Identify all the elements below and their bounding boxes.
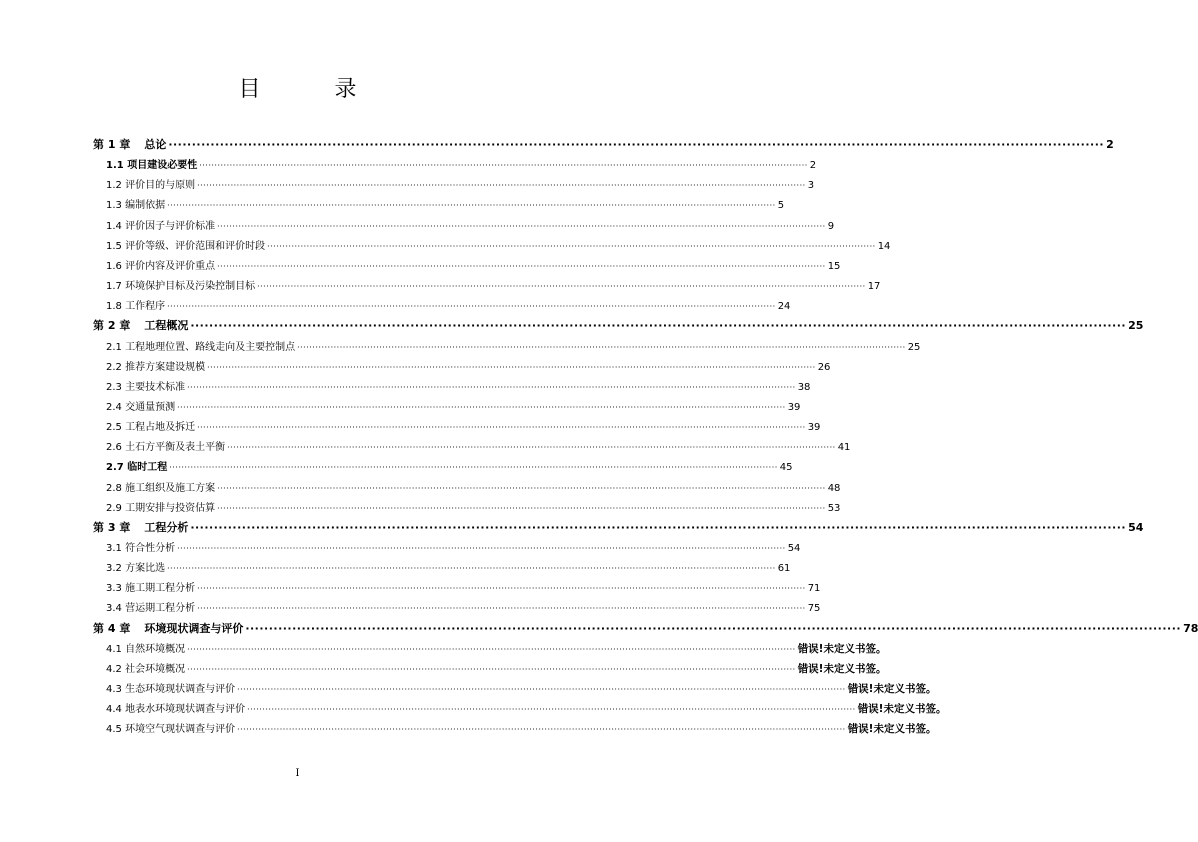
toc-entry-page: 26 <box>817 361 831 373</box>
toc-entry-text: 工程概况 <box>144 319 189 333</box>
toc-section-entry[interactable] <box>106 539 801 554</box>
toc-entry-page: 54 <box>1128 520 1144 534</box>
toc-entry-text: 工程分析 <box>144 520 189 534</box>
toc-entry-number: 1.2 <box>106 180 122 192</box>
toc-leader-dots: ········································································································································································································ <box>217 503 826 513</box>
toc-entry-number: 第 1 章 <box>93 138 131 151</box>
toc-section-entry[interactable] <box>106 458 793 474</box>
toc-entry-label <box>106 338 295 353</box>
toc-entry-number: 1.4 <box>106 220 122 232</box>
toc-entry-text: 临时工程 <box>127 462 168 474</box>
toc-entry-label <box>93 519 188 535</box>
toc-chapter-entry[interactable] <box>93 317 1144 333</box>
toc-leader-dots: ········································································································································································································ <box>168 138 1105 151</box>
toc-entry-text: 地表水环境现状调查与评价 <box>125 704 246 716</box>
toc-section-entry[interactable] <box>106 217 835 232</box>
toc-entry-number: 4.4 <box>106 704 122 716</box>
toc-section-entry[interactable] <box>106 479 841 494</box>
toc-entry-text: 营运期工程分析 <box>125 603 196 615</box>
toc-leader-dots: ········································································································································································································ <box>197 423 806 433</box>
toc-entry-label <box>106 156 197 171</box>
toc-entry-label <box>106 398 175 413</box>
toc-chapter-entry[interactable] <box>93 620 1198 636</box>
toc-entry-number: 2.4 <box>106 401 122 413</box>
toc-entry-text: 评价内容及评价重点 <box>125 260 216 272</box>
toc-entry-page: 39 <box>787 401 801 413</box>
toc-entry-page: 错误!未定义书签。 <box>847 683 937 696</box>
toc-entry-text: 工程占地及拆迁 <box>125 422 196 434</box>
toc-section-entry[interactable] <box>106 640 887 656</box>
toc-leader-dots: ········································································································································································································ <box>267 241 876 251</box>
toc-entry-label <box>93 620 243 636</box>
toc-entry-page: 3 <box>807 180 815 192</box>
toc-entry-label <box>106 499 215 514</box>
toc-entry-label <box>106 720 235 735</box>
toc-leader-dots: ········································································································································································································ <box>227 443 836 453</box>
toc-section-entry[interactable] <box>106 156 817 172</box>
toc-entry-number: 1.7 <box>106 281 122 293</box>
toc-entry-page: 15 <box>827 260 841 272</box>
toc-leader-dots: ········································································································································································································ <box>297 342 906 352</box>
toc-entry-number: 2.5 <box>106 422 122 434</box>
toc-entry-text: 环境空气现状调查与评价 <box>125 724 236 736</box>
toc-leader-dots: ········································································································································································································ <box>187 382 796 392</box>
toc-entry-page: 53 <box>827 502 841 514</box>
toc-section-entry[interactable] <box>106 579 821 595</box>
toc-entry-page: 错误!未定义书签。 <box>797 662 887 675</box>
toc-entry-page: 25 <box>1128 319 1144 333</box>
toc-entry-page: 2 <box>1106 138 1114 151</box>
toc-entry-page: 25 <box>907 341 921 353</box>
toc-section-entry[interactable] <box>106 297 791 313</box>
toc-entry-page: 39 <box>807 422 821 434</box>
toc-section-entry[interactable] <box>106 176 815 192</box>
toc-entry-page: 48 <box>827 482 841 494</box>
toc-entry-page: 错误!未定义书签。 <box>797 642 887 655</box>
toc-entry-text: 自然环境概况 <box>125 643 186 655</box>
toc-entry-label <box>93 136 166 152</box>
toc-entry-number: 3.2 <box>106 563 122 575</box>
toc-entry-label <box>106 217 215 232</box>
toc-entry-label <box>106 176 195 191</box>
toc-entry-number: 第 2 章 <box>93 319 131 333</box>
toc-entry-number: 2.6 <box>106 442 122 454</box>
toc-entry-label <box>106 700 245 715</box>
toc-leader-dots: ········································································································································································································ <box>247 705 856 715</box>
toc-entry-page: 54 <box>787 543 801 554</box>
toc-section-entry[interactable] <box>106 700 947 716</box>
toc-entry-label <box>106 640 185 655</box>
toc-entry-text: 主要技术标准 <box>125 381 186 393</box>
toc-entry-number: 2.3 <box>106 381 122 393</box>
toc-section-entry[interactable] <box>106 257 841 272</box>
toc-entry-label <box>106 297 165 312</box>
toc-entry-text: 评价因子与评价标准 <box>125 220 216 232</box>
toc-section-entry[interactable] <box>106 358 831 373</box>
toc-entry-page: 错误!未定义书签。 <box>847 723 937 736</box>
toc-entry-page: 41 <box>837 442 851 454</box>
toc-section-entry[interactable] <box>106 680 937 696</box>
page-number: I <box>295 768 300 779</box>
toc-entry-text: 施工组织及施工方案 <box>125 482 216 494</box>
toc-entry-text: 工作程序 <box>125 301 166 313</box>
toc-entry-text: 评价目的与原则 <box>125 180 196 192</box>
toc-entry-page: 38 <box>797 381 811 393</box>
toc-leader-dots: ········································································································································································································ <box>177 402 786 412</box>
toc-entry-text: 环境保护目标及污染控制目标 <box>125 281 256 293</box>
toc-entry-page: 71 <box>807 583 821 595</box>
toc-section-entry[interactable] <box>106 398 801 413</box>
toc-entry-page: 17 <box>867 281 881 293</box>
toc-entry-number: 4.3 <box>106 684 122 696</box>
toc-entry-text: 土石方平衡及表土平衡 <box>125 442 226 454</box>
toc-entry-number: 2.1 <box>106 341 122 353</box>
toc-leader-dots: ········································································································································································································ <box>257 282 866 292</box>
toc-entry-page: 错误!未定义书签。 <box>857 703 947 716</box>
toc-entry-label <box>106 277 255 292</box>
toc-entry-text: 工期安排与投资估算 <box>125 502 216 514</box>
toc-leader-dots: ········································································································································································································ <box>199 161 808 171</box>
toc-entry-number: 2.7 <box>106 462 124 474</box>
toc-section-entry[interactable] <box>106 277 881 293</box>
toc-entry-label <box>106 599 195 614</box>
toc-entry-text: 生态环境现状调查与评价 <box>125 684 236 696</box>
toc-entry-page: 75 <box>807 603 821 615</box>
toc-leader-dots: ········································································································································································································ <box>187 644 796 654</box>
toc-leader-dots: ········································································································································································································ <box>217 483 826 493</box>
toc-leader-dots: ········································································································································································································ <box>217 261 826 271</box>
toc-leader-dots: ········································································································································································································ <box>237 685 846 695</box>
toc-entry-number: 1.1 <box>106 160 124 172</box>
toc-section-entry[interactable] <box>106 499 841 514</box>
toc-entry-label <box>106 539 175 554</box>
toc-leader-dots: ········································································································································································································ <box>237 725 846 735</box>
toc-entry-text: 评价等级、评价范围和评价时段 <box>125 240 266 252</box>
toc-leader-dots: ········································································································································································································ <box>187 664 796 674</box>
toc-entry-number: 3.4 <box>106 603 122 615</box>
toc-leader-dots: ········································································································································································································ <box>197 181 806 191</box>
toc-entry-number: 4.1 <box>106 643 122 655</box>
toc-entry-number: 3.3 <box>106 583 122 595</box>
toc-section-entry[interactable] <box>106 559 791 575</box>
toc-section-entry[interactable] <box>106 418 821 434</box>
toc-entry-page: 61 <box>777 563 791 575</box>
toc-section-entry[interactable] <box>106 378 811 393</box>
toc-entry-text: 社会环境概况 <box>125 663 186 675</box>
toc-entry-label <box>106 378 185 393</box>
toc-leader-dots: ········································································································································································································ <box>245 621 1182 635</box>
toc-leader-dots: ········································································································································································································ <box>197 604 806 614</box>
toc-section-entry[interactable] <box>106 438 851 454</box>
toc-chapter-entry[interactable] <box>93 519 1144 535</box>
toc-entry-text: 工程地理位置、路线走向及主要控制点 <box>125 341 296 353</box>
toc-leader-dots: ········································································································································································································ <box>207 362 816 372</box>
toc-entry-page: 2 <box>809 160 817 172</box>
toc-entry-page: 5 <box>777 200 785 212</box>
toc-leader-dots: ········································································································································································································ <box>190 520 1127 534</box>
toc-entry-label <box>93 317 188 333</box>
toc-entry-label <box>106 680 235 695</box>
toc-entry-label <box>106 559 165 574</box>
toc-entry-number: 4.5 <box>106 724 122 736</box>
toc-entry-text: 方案比选 <box>125 563 166 575</box>
toc-section-entry[interactable] <box>106 196 785 212</box>
toc-section-entry[interactable] <box>106 599 821 615</box>
toc-section-entry[interactable] <box>106 237 891 252</box>
toc-leader-dots: ········································································································································································································ <box>169 463 778 473</box>
toc-entry-text: 推荐方案建设规模 <box>125 361 206 373</box>
toc-entry-label <box>106 418 195 433</box>
toc-entry-label <box>106 196 165 211</box>
toc-leader-dots: ········································································································································································································ <box>167 201 776 211</box>
toc-entry-label <box>106 660 185 675</box>
toc-entry-label <box>106 479 215 494</box>
toc-entry-label <box>106 458 167 473</box>
toc-entry-text: 施工期工程分析 <box>125 583 196 595</box>
toc-entry-page: 45 <box>779 462 793 474</box>
toc-title: 目 录 <box>238 77 383 102</box>
toc-entry-page: 9 <box>827 220 835 232</box>
toc-entry-text: 交通量预测 <box>125 401 176 413</box>
toc-chapter-entry[interactable] <box>93 136 1114 152</box>
toc-entry-label <box>106 257 215 272</box>
toc-entry-number: 1.8 <box>106 301 122 313</box>
toc-entry-text: 环境现状调查与评价 <box>144 621 244 635</box>
toc-entry-number: 2.9 <box>106 502 122 514</box>
toc-entry-number: 1.3 <box>106 200 122 212</box>
toc-entry-number: 第 4 章 <box>93 621 131 635</box>
toc-leader-dots: ········································································································································································································ <box>217 221 826 231</box>
toc-entry-label <box>106 579 195 594</box>
toc-entry-number: 1.6 <box>106 260 122 272</box>
toc-entry-number: 3.1 <box>106 543 122 554</box>
toc-entry-text: 项目建设必要性 <box>127 160 198 172</box>
toc-entry-label <box>106 358 205 373</box>
toc-section-entry[interactable] <box>106 660 887 676</box>
toc-section-entry[interactable] <box>106 720 937 736</box>
toc-leader-dots: ········································································································································································································ <box>167 564 776 574</box>
toc-leader-dots: ········································································································································································································ <box>167 302 776 312</box>
toc-leader-dots: ········································································································································································································ <box>190 319 1127 333</box>
toc-section-entry[interactable] <box>106 338 921 353</box>
toc-entry-page: 14 <box>877 240 891 252</box>
toc-entry-page: 24 <box>777 301 791 313</box>
toc-entry-number: 1.5 <box>106 240 122 252</box>
toc-leader-dots: ········································································································································································································ <box>197 584 806 594</box>
toc-entry-page: 78 <box>1183 621 1198 635</box>
toc-entry-text: 符合性分析 <box>125 543 176 554</box>
toc-entry-label <box>106 237 265 252</box>
toc-entry-label <box>106 438 225 453</box>
toc-entry-number: 4.2 <box>106 663 122 675</box>
toc-entry-number: 2.2 <box>106 361 122 373</box>
toc-entry-text: 总论 <box>144 138 167 151</box>
toc-entry-number: 第 3 章 <box>93 520 131 534</box>
toc-entry-number: 2.8 <box>106 482 122 494</box>
toc-leader-dots: ········································································································································································································ <box>177 544 786 553</box>
toc-entry-text: 编制依据 <box>125 200 166 212</box>
